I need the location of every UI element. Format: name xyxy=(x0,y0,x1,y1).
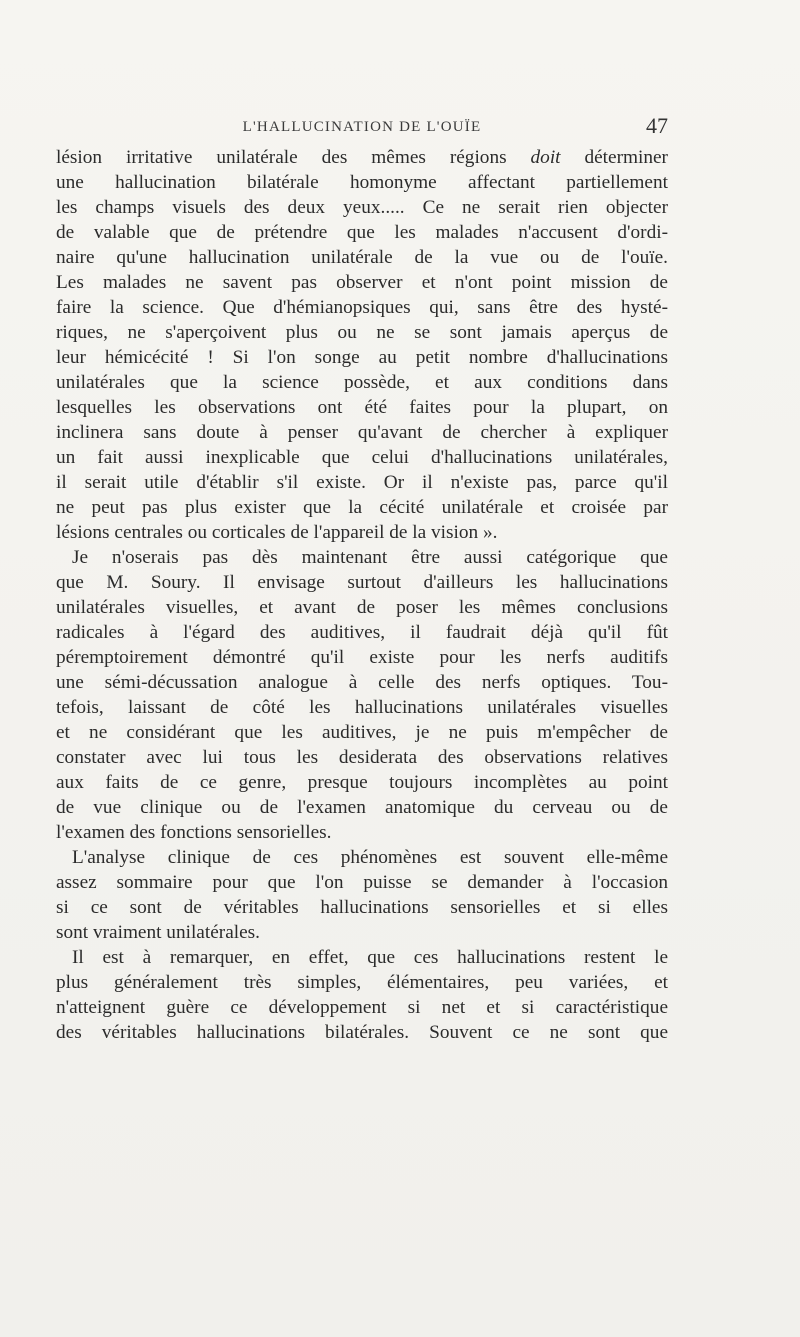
text-line: Les malades ne savent pas observer et n'ont point mission de xyxy=(56,272,668,293)
text-line: L'analyse clinique de ces phénomènes est souvent elle-même xyxy=(72,847,668,868)
emphasis: doit xyxy=(530,147,561,168)
text-line: de valable que de prétendre que les malades n'accusent d'ordi- xyxy=(56,222,668,243)
text-line: tefois, laissant de côté les hallucinations unilatérales visuelles xyxy=(56,697,668,718)
text-line: lésion irritative unilatérale des mêmes régions doit déterminer xyxy=(56,147,668,168)
body-text xyxy=(56,145,668,1045)
text-line: que M. Soury. Il envisage surtout d'ailleurs les hallucinations xyxy=(56,572,668,593)
text-line: ne peut pas plus exister que la cécité unilatérale et croisée par xyxy=(56,497,668,518)
text-line: unilatérales visuelles, et avant de poser les mêmes conclusions xyxy=(56,597,668,618)
page-number: 47 xyxy=(646,113,668,138)
text-line: un fait aussi inexplicable que celui d'hallucinations unilatérales, xyxy=(56,447,668,468)
text-line: il serait utile d'établir s'il existe. Or il n'existe pas, parce qu'il xyxy=(56,472,668,493)
text-line: inclinera sans doute à penser qu'avant de chercher à expliquer xyxy=(56,422,668,443)
text-line: de vue clinique ou de l'examen anatomique du cerveau ou de xyxy=(56,797,668,818)
running-head: L'HALLUCINATION DE L'OUÏE xyxy=(242,119,482,135)
page-header xyxy=(56,113,668,143)
text-line: et ne considérant que les auditives, je ne puis m'empêcher de xyxy=(56,722,668,743)
text-line: faire la science. Que d'hémianopsiques qui, sans être des hysté- xyxy=(56,297,668,318)
text-line: si ce sont de véritables hallucinations sensorielles et si elles xyxy=(56,897,668,918)
text-line: les champs visuels des deux yeux..... Ce ne serait rien objecter xyxy=(56,197,668,218)
text-line: Il est à remarquer, en effet, que ces hallucinations restent le xyxy=(72,947,668,968)
text-line: assez sommaire pour que l'on puisse se demander à l'occasion xyxy=(56,872,668,893)
text-line: lésions centrales ou corticales de l'appareil de la vision ». xyxy=(56,522,498,543)
text-line: n'atteignent guère ce développement si net et si caractéristique xyxy=(56,997,668,1018)
text-line: péremptoirement démontré qu'il existe pour les nerfs auditifs xyxy=(56,647,668,668)
text-line: l'examen des fonctions sensorielles. xyxy=(56,822,332,843)
text-line: constater avec lui tous les desiderata des observations relatives xyxy=(56,747,668,768)
text-line: naire qu'une hallucination unilatérale de la vue ou de l'ouïe. xyxy=(56,247,668,268)
text-line: radicales à l'égard des auditives, il faudrait déjà qu'il fût xyxy=(56,622,668,643)
text-line: sont vraiment unilatérales. xyxy=(56,922,260,943)
text-line: Je n'oserais pas dès maintenant être aussi catégorique que xyxy=(72,547,668,568)
text-line: lesquelles les observations ont été faites pour la plupart, on xyxy=(56,397,668,418)
text-line: une sémi-décussation analogue à celle des nerfs optiques. Tou- xyxy=(56,672,668,693)
text-line: aux faits de ce genre, presque toujours incomplètes au point xyxy=(56,772,668,793)
text-line: plus généralement très simples, élémentaires, peu variées, et xyxy=(56,972,668,993)
text-line: riques, ne s'aperçoivent plus ou ne se sont jamais aperçus de xyxy=(56,322,668,343)
text-line: une hallucination bilatérale homonyme affectant partiellement xyxy=(56,172,668,193)
text-line: des véritables hallucinations bilatérales. Souvent ce ne sont que xyxy=(56,1022,668,1043)
text-line: unilatérales que la science possède, et aux conditions dans xyxy=(56,372,668,393)
text-line: leur hémicécité ! Si l'on songe au petit nombre d'hallucinations xyxy=(56,347,668,368)
